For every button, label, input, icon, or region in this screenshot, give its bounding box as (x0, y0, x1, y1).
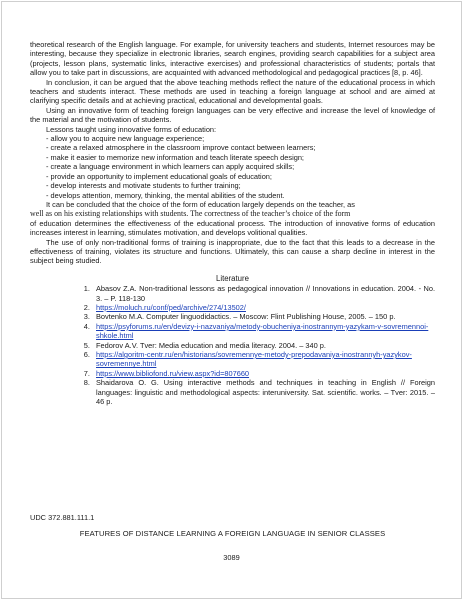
benefit-item: - develop interests and motivate students to further training; (46, 181, 241, 191)
choice-paragraph-line1: It can be concluded that the choice of the form of education largely depends on the teacher, as (46, 199, 355, 209)
benefit-item: - make it easier to memorize new information and teach literate speech design; (46, 152, 304, 162)
conclusion-paragraph: In conclusion, it can be argued that the above teaching methods reflect the nature of the educational process in which teachers and students interact. These methods are used in teaching a foreign language at school and are aimed at clarifying specific details and at achieving practical, educational and developmental goals. (30, 77, 435, 106)
reference-link[interactable]: https://psyforums.ru/en/devizy-i-nazvaniya/metody-obucheniya-inostrannym-yazykam-v-sovremennoi-shkole.html (96, 321, 429, 341)
reference-item (92, 303, 435, 312)
choice-paragraph-rest: of education determines the effectiveness of the educational process. The introduction of innovative forms of education increases interest in learning, stimulates motivation, and develops volitional qualities. (30, 218, 435, 238)
reference-item: 5. Fedorov A.V. Tver: Media education and media literacy. 2004. – 340 p. (92, 341, 435, 350)
lessons-intro: Lessons taught using innovative forms of education: (46, 124, 217, 134)
literature-heading: Literature (216, 273, 249, 283)
reference-link[interactable]: https://moluch.ru/conf/ped/archive/274/13502/ (96, 302, 246, 312)
reference-item: 8. Shaidarova O. G. Using interactive methods and techniques in teaching in English // Foreign languages: linguistic and methodological aspects: interuniversity. Sat. scientific. works. – Tver: 2015. – 46 p. (92, 378, 435, 406)
intro-paragraph: theoretical research of the English language. For example, for university teachers and students, Internet resources may be interesting, because they specialize in electronic libraries, search engines, providing search capabilities for a subject area (projects, lesson plans, systematic links, interactive exercises) and professional characteristics of students; portals that allow you to take part in discussions, are acquainted with advanced methodological and pedagogical practices [8, p. 46]. (30, 40, 435, 78)
udc-code: UDC 372.881.111.1 (30, 513, 95, 522)
benefit-item: - provide an opportunity to implement educational goals of education; (46, 171, 272, 181)
reference-item (92, 322, 435, 341)
reference-item: 3. Bovtenko M.A. Computer linguodidactics. – Moscow: Flint Publishing House, 2005. – 150 p. (92, 312, 435, 321)
page-body (30, 40, 435, 406)
reference-list (30, 284, 435, 406)
nontraditional-paragraph: The use of only non-traditional forms of training is inappropriate, due to the fact that this leads to a decrease in the effectiveness of training, violates its structure and functions. Ultimately, this can cause a sharp decline in interest in the subject being studied. (30, 237, 435, 266)
reference-link[interactable]: https://www.bibliofond.ru/view.aspx?id=807660 (96, 368, 250, 378)
benefit-item: - create a relaxed atmosphere in the classroom improve contact between learners; (46, 143, 316, 153)
benefit-item: - develops attention, memory, thinking, the mental abilities of the student. (46, 190, 285, 200)
page-number: 3089 (223, 553, 240, 562)
choice-paragraph-line2: well as on his existing relationships with students. The correctness of the teacher’s choice of the form (30, 209, 351, 219)
reference-item (92, 350, 435, 369)
next-article-title: FEATURES OF DISTANCE LEARNING A FOREIGN LANGUAGE IN SENIOR CLASSES (79, 529, 386, 538)
reference-item: 1. Abasov Z.A. Non-traditional lessons as pedagogical innovation // Innovations in education. 2004. - No. 3. – P. 118-130 (92, 284, 435, 303)
reference-item (92, 369, 435, 378)
benefit-item: - allow you to acquire new language experience; (46, 134, 205, 144)
benefit-item: - create a language environment in which learners can apply acquired skills; (46, 162, 295, 172)
reference-link[interactable]: https://algoritm-centr.ru/en/historians/sovremennye-metody-prepodavaniya-inostrannyh-yazykov-sovremennye.html (96, 350, 412, 369)
innovative-paragraph: Using an innovative form of teaching foreign languages can be very effective and increase the level of knowledge of the material and the motivation of students. (30, 105, 435, 125)
